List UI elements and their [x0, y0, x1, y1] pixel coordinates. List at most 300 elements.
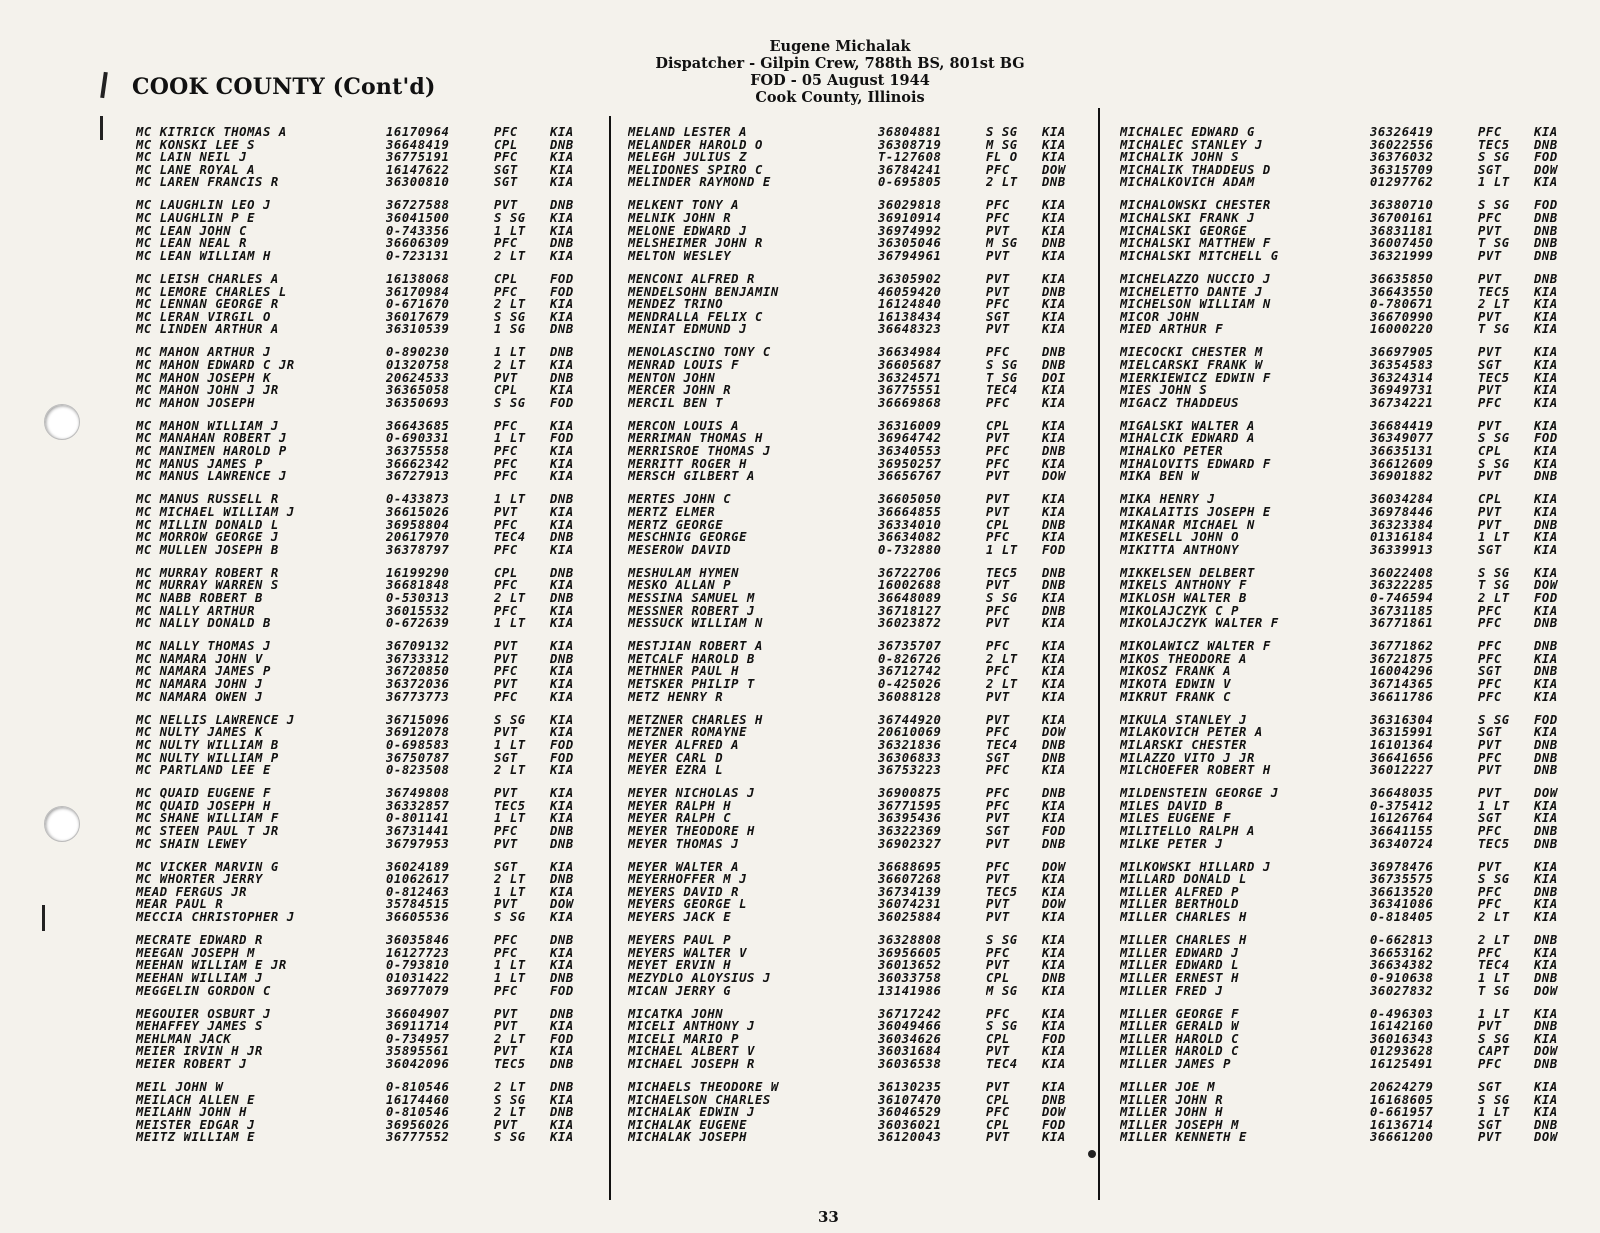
status-code: DNB: [550, 1007, 574, 1021]
service-number: 36046529: [878, 1106, 942, 1119]
service-member-name: MERTZ ELMER: [628, 505, 716, 519]
rank: T SG: [986, 371, 1018, 385]
status-code: DNB: [1534, 825, 1558, 838]
service-number: 36033758: [878, 971, 942, 985]
status-code: DOI: [1042, 371, 1066, 385]
service-member-name: MIELCARSKI FRANK W: [1120, 359, 1263, 372]
rank: PVT: [986, 690, 1010, 704]
status-code: KIA: [550, 617, 574, 630]
roster-row: [628, 445, 1092, 458]
service-member-name: MILKE PETER J: [1120, 837, 1224, 851]
roster-row: [136, 458, 600, 471]
roster-column-3: [1120, 126, 1584, 1155]
rank: PVT: [986, 224, 1010, 238]
service-number: 36661200: [1370, 1131, 1434, 1145]
service-member-name: MIED ARTHUR F: [1120, 323, 1224, 336]
service-number: 36332857: [386, 799, 450, 813]
status-code: DNB: [1534, 518, 1558, 532]
service-member-name: MC MAHON JOSEPH K: [136, 371, 271, 385]
service-member-name: MC LAREN FRANCIS R: [136, 176, 279, 189]
service-number: 36643550: [1370, 285, 1434, 299]
service-number: 16199290: [386, 566, 450, 580]
roster-row: [628, 506, 1092, 519]
service-member-name: MIGACZ THADDEUS: [1120, 396, 1240, 410]
service-number: 36300810: [386, 176, 450, 189]
rank: TEC4: [986, 738, 1018, 752]
service-number: 36305902: [878, 272, 942, 286]
roster-row: [1120, 359, 1584, 372]
roster-row: [136, 286, 600, 299]
status-code: KIA: [1042, 873, 1066, 886]
status-code: KIA: [550, 1020, 574, 1033]
roster-group: [136, 346, 600, 409]
rank: PFC: [1478, 212, 1502, 225]
roster-row: [136, 445, 600, 458]
rank: SGT: [1478, 665, 1502, 679]
roster-row: [136, 273, 600, 286]
roster-row: [136, 934, 600, 947]
page-number: 33: [818, 1208, 839, 1226]
binder-hole: [44, 404, 80, 440]
status-code: DNB: [1042, 604, 1066, 618]
service-member-name: MC LEISH CHARLES A: [136, 272, 279, 286]
roster-row: [628, 825, 1092, 838]
service-number: 0-890230: [386, 346, 450, 359]
rank: S SG: [986, 592, 1018, 605]
roster-row: [136, 886, 600, 899]
service-member-name: MEYERS GEORGE L: [628, 898, 748, 912]
roster-row: [1120, 592, 1584, 605]
status-code: KIA: [1042, 505, 1066, 519]
roster-row: [136, 544, 600, 557]
roster-row: [1120, 764, 1584, 777]
service-number: 36380710: [1370, 199, 1434, 213]
roster-row: [628, 873, 1092, 886]
service-number: 36305046: [878, 237, 942, 250]
service-member-name: MILAKOVICH PETER A: [1120, 726, 1263, 739]
roster-group: [628, 126, 1092, 189]
service-number: 36804881: [878, 126, 942, 139]
service-number: 36700161: [1370, 212, 1434, 225]
roster-row: [628, 947, 1092, 960]
service-member-name: MC STEEN PAUL T JR: [136, 825, 279, 838]
service-member-name: MEISTER EDGAR J: [136, 1118, 256, 1132]
service-member-name: MC NAMARA OWEN J: [136, 690, 263, 704]
rank: PFC: [1478, 751, 1502, 765]
roster-row: [628, 1008, 1092, 1021]
roster-row: [628, 151, 1092, 164]
rank: PFC: [494, 543, 518, 557]
roster-row: [1120, 164, 1584, 177]
status-code: FOD: [550, 285, 574, 299]
rank: 2 LT: [494, 298, 526, 311]
status-code: DNB: [550, 592, 574, 605]
column-divider: [1098, 108, 1100, 1200]
status-code: KIA: [1042, 126, 1066, 139]
service-member-name: MIHALOVITS EDWARD F: [1120, 457, 1271, 471]
roster-row: [136, 972, 600, 985]
rank: PVT: [494, 199, 518, 213]
rank: PVT: [986, 432, 1010, 446]
status-code: KIA: [550, 799, 574, 813]
roster-row: [1120, 739, 1584, 752]
service-member-name: MENIAT EDMUND J: [628, 323, 748, 336]
roster-row: [1120, 1033, 1584, 1046]
service-number: 20624279: [1370, 1081, 1434, 1094]
status-code: DOW: [1534, 984, 1558, 998]
roster-group: [136, 861, 600, 924]
service-number: 0-780671: [1370, 298, 1434, 311]
roster-row: [136, 1119, 600, 1132]
service-number: 0-695805: [878, 176, 942, 189]
service-number: 36375558: [386, 445, 450, 458]
rank: PVT: [494, 652, 518, 666]
rank: PVT: [986, 1081, 1010, 1094]
roster-row: [136, 726, 600, 739]
service-number: 36605536: [386, 911, 450, 924]
rank: PVT: [986, 617, 1010, 630]
rank: 1 LT: [1478, 531, 1510, 544]
service-number: 36784241: [878, 163, 942, 177]
roster-row: [136, 678, 600, 691]
roster-row: [1120, 432, 1584, 445]
service-member-name: MERCON LOUIS A: [628, 419, 740, 433]
roster-row: [1120, 911, 1584, 924]
rank: PFC: [494, 237, 518, 250]
rank: SGT: [1478, 543, 1502, 557]
roster-row: [136, 432, 600, 445]
rank: PVT: [1478, 470, 1502, 483]
roster-row: [1120, 506, 1584, 519]
service-member-name: MICHELETTO DANTE J: [1120, 285, 1263, 299]
status-code: FOD: [550, 751, 574, 765]
rank: S SG: [1478, 457, 1510, 471]
rank: CPL: [494, 138, 518, 152]
rank: 2 LT: [494, 592, 526, 605]
service-number: 36635850: [1370, 272, 1434, 286]
status-code: DNB: [1042, 738, 1066, 752]
status-code: DNB: [1534, 1058, 1558, 1071]
status-code: KIA: [1534, 860, 1558, 874]
status-code: KIA: [1042, 1081, 1066, 1094]
rank: 1 LT: [494, 617, 526, 630]
service-member-name: MILLER HAROLD C: [1120, 1045, 1240, 1058]
service-number: 16000220: [1370, 323, 1434, 336]
roster-row: [628, 1058, 1092, 1071]
service-number: 36025884: [878, 911, 942, 924]
roster-row: [1120, 458, 1584, 471]
roster-row: [628, 934, 1092, 947]
service-number: 36634984: [878, 346, 942, 359]
service-number: 36648089: [878, 592, 942, 605]
service-member-name: MICAN JERRY G: [628, 984, 732, 998]
status-code: FOD: [1534, 151, 1558, 164]
service-member-name: MILCHOEFER ROBERT H: [1120, 764, 1271, 777]
rank: CPL: [494, 272, 518, 286]
rank: S SG: [986, 126, 1018, 139]
roster-row: [628, 911, 1092, 924]
service-member-name: MC MORROW GEORGE J: [136, 531, 279, 544]
roster-row: [1120, 323, 1584, 336]
rank: CPL: [1478, 445, 1502, 458]
service-number: 35895561: [386, 1045, 450, 1058]
service-number: 36350693: [386, 396, 450, 410]
rank: S SG: [986, 359, 1018, 372]
service-member-name: MEYER ALFRED A: [628, 738, 740, 752]
service-member-name: MILDENSTEIN GEORGE J: [1120, 787, 1279, 800]
status-code: DNB: [1534, 1118, 1558, 1132]
service-number: 16138434: [878, 310, 942, 324]
status-code: DNB: [550, 493, 574, 506]
status-code: KIA: [1042, 764, 1066, 777]
roster-row: [136, 372, 600, 385]
service-number: 35784515: [386, 898, 450, 912]
rank: S SG: [494, 396, 526, 410]
service-member-name: MC NELLIS LAWRENCE J: [136, 713, 295, 727]
rank: PFC: [494, 518, 518, 532]
status-code: KIA: [1042, 138, 1066, 152]
roster-row: [136, 1058, 600, 1071]
service-member-name: MIKOTA EDWIN V: [1120, 678, 1232, 691]
roster-row: [628, 787, 1092, 800]
roster-row: [1120, 273, 1584, 286]
roster-group: [628, 199, 1092, 262]
roster-row: [136, 126, 600, 139]
service-member-name: MC SHANE WILLIAM F: [136, 812, 279, 825]
rank: PVT: [986, 493, 1010, 506]
status-code: KIA: [550, 212, 574, 225]
service-number: 13141986: [878, 984, 942, 998]
status-code: KIA: [550, 126, 574, 139]
roster-row: [628, 726, 1092, 739]
service-number: 36727588: [386, 199, 450, 213]
roster-row: [136, 470, 600, 483]
service-number: 36641155: [1370, 825, 1434, 838]
rank: TEC5: [1478, 285, 1510, 299]
status-code: FOD: [1534, 713, 1558, 727]
service-member-name: MENDEZ TRINO: [628, 298, 724, 311]
roster-row: [628, 126, 1092, 139]
service-member-name: MEYER WALTER A: [628, 860, 740, 874]
service-member-name: MESEROW DAVID: [628, 543, 732, 557]
roster-row: [628, 861, 1092, 874]
rank: PFC: [494, 946, 518, 960]
service-member-name: MICHALIK THADDEUS D: [1120, 163, 1271, 177]
service-member-name: MICELI ANTHONY J: [628, 1020, 755, 1033]
status-code: DNB: [550, 1058, 574, 1071]
service-number: 20624533: [386, 371, 450, 385]
status-code: KIA: [1042, 151, 1066, 164]
roster-row: [1120, 493, 1584, 506]
status-code: DNB: [1042, 579, 1066, 592]
status-code: KIA: [1042, 617, 1066, 630]
rank: PFC: [494, 934, 518, 947]
roster-group: [1120, 861, 1584, 924]
status-code: KIA: [1042, 1131, 1066, 1145]
service-number: 36648035: [1370, 787, 1434, 800]
roster-row: [1120, 617, 1584, 630]
status-code: FOD: [1042, 1032, 1066, 1046]
roster-row: [1120, 787, 1584, 800]
service-member-name: MICOR JOHN: [1120, 310, 1200, 324]
roster-row: [136, 752, 600, 765]
service-member-name: MEYERS DAVID R: [628, 885, 740, 899]
status-code: FOD: [550, 272, 574, 286]
status-code: KIA: [1534, 1032, 1558, 1046]
roster-row: [1120, 653, 1584, 666]
service-member-name: MEILACH ALLEN E: [136, 1093, 256, 1107]
rank: PFC: [986, 445, 1010, 458]
rank: PVT: [494, 640, 518, 653]
service-member-name: MICHALSKI FRANK J: [1120, 212, 1255, 225]
service-number: 01293628: [1370, 1045, 1434, 1058]
service-number: 36315991: [1370, 726, 1434, 739]
rank: 2 LT: [1478, 911, 1510, 924]
status-code: KIA: [550, 911, 574, 924]
rank: PVT: [986, 873, 1010, 886]
rank: S SG: [986, 934, 1018, 947]
rank: PVT: [494, 505, 518, 519]
rank: 2 LT: [1478, 592, 1510, 605]
service-member-name: MERRITT ROGER H: [628, 457, 748, 471]
service-number: 36777552: [386, 1131, 450, 1145]
rank: PVT: [494, 678, 518, 691]
service-number: 36016343: [1370, 1032, 1434, 1046]
service-member-name: MEYERS PAUL P: [628, 934, 732, 947]
service-number: 36714365: [1370, 678, 1434, 691]
roster-group: [628, 1081, 1092, 1144]
header-fod: FOD - 05 August 1944: [750, 72, 930, 89]
roster-row: [136, 985, 600, 998]
service-number: 36697905: [1370, 346, 1434, 359]
status-code: KIA: [550, 505, 574, 519]
rank: PFC: [986, 212, 1010, 225]
service-number: 36750787: [386, 751, 450, 765]
service-number: 36322285: [1370, 579, 1434, 592]
roster-row: [136, 1020, 600, 1033]
header-name: Eugene Michalak: [769, 38, 911, 55]
service-member-name: MILLER ERNEST H: [1120, 971, 1240, 985]
rank: SGT: [986, 751, 1010, 765]
status-code: DNB: [1042, 837, 1066, 851]
rank: SGT: [986, 825, 1010, 838]
rank: 2 LT: [494, 764, 526, 777]
roster-row: [136, 800, 600, 813]
rank: PFC: [494, 665, 518, 679]
service-number: 36606309: [386, 237, 450, 250]
service-member-name: MEAD FERGUS JR: [136, 885, 248, 899]
service-number: 36607268: [878, 873, 942, 886]
service-number: 36324314: [1370, 371, 1434, 385]
roster-row: [628, 898, 1092, 911]
rank: S SG: [1478, 1032, 1510, 1046]
roster-row: [1120, 1094, 1584, 1107]
status-code: KIA: [1534, 346, 1558, 359]
service-member-name: METSKER PHILIP T: [628, 678, 755, 691]
roster-row: [1120, 714, 1584, 727]
service-member-name: MEAR PAUL R: [136, 898, 224, 912]
roster-row: [1120, 544, 1584, 557]
service-number: 36372036: [386, 678, 450, 691]
status-code: DNB: [1534, 837, 1558, 851]
status-code: DNB: [1042, 346, 1066, 359]
status-code: KIA: [1042, 640, 1066, 653]
roster-row: [1120, 445, 1584, 458]
status-code: KIA: [550, 419, 574, 433]
service-number: 36041500: [386, 212, 450, 225]
status-code: KIA: [1042, 1058, 1066, 1071]
status-code: KIA: [550, 359, 574, 372]
service-number: 36731185: [1370, 604, 1434, 618]
roster-row: [136, 531, 600, 544]
service-number: 36022408: [1370, 566, 1434, 580]
service-member-name: METZ HENRY R: [628, 690, 724, 704]
service-member-name: METCALF HAROLD B: [628, 652, 755, 666]
roster-group: [1120, 273, 1584, 336]
rank: PFC: [1478, 396, 1502, 410]
service-number: 36974992: [878, 224, 942, 238]
rank: PVT: [1478, 346, 1502, 359]
roster-row: [1120, 726, 1584, 739]
service-member-name: MC LENNAN GEORGE R: [136, 298, 279, 311]
status-code: KIA: [1534, 604, 1558, 618]
service-member-name: MENCONI ALFRED R: [628, 272, 755, 286]
service-number: 36648323: [878, 323, 942, 336]
rank: PFC: [986, 665, 1010, 679]
roster-row: [628, 273, 1092, 286]
status-code: KIA: [1534, 911, 1558, 924]
service-member-name: MICHALAK EUGENE: [628, 1118, 748, 1132]
status-code: DNB: [550, 199, 574, 213]
service-member-name: MC LEAN WILLIAM H: [136, 249, 271, 263]
service-number: 36664855: [878, 505, 942, 519]
service-member-name: MIKOS THEODORE A: [1120, 652, 1247, 666]
service-member-name: MELNIK JOHN R: [628, 212, 732, 225]
roster-row: [628, 493, 1092, 506]
status-code: KIA: [1534, 1106, 1558, 1119]
roster-group: [1120, 934, 1584, 997]
rank: S SG: [1478, 1093, 1510, 1107]
service-number: 16126764: [1370, 812, 1434, 825]
service-number: 16136714: [1370, 1118, 1434, 1132]
service-number: 0-823508: [386, 764, 450, 777]
roster-row: [1120, 199, 1584, 212]
status-code: FOD: [1042, 543, 1066, 557]
service-member-name: MERTZ GEORGE: [628, 518, 724, 532]
rank: T SG: [1478, 323, 1510, 336]
rank: 1 LT: [494, 346, 526, 359]
rank: PFC: [1478, 126, 1502, 139]
service-member-name: MERRISROE THOMAS J: [628, 445, 771, 458]
rank: PVT: [494, 898, 518, 912]
service-number: 36950257: [878, 457, 942, 471]
status-code: DNB: [550, 531, 574, 544]
service-member-name: MC MAHON EDWARD C JR: [136, 359, 295, 372]
service-member-name: MIECOCKI CHESTER M: [1120, 346, 1263, 359]
roster-row: [628, 470, 1092, 483]
rank: PVT: [1478, 419, 1502, 433]
rank: PFC: [1478, 640, 1502, 653]
service-member-name: MIKESELL JOHN O: [1120, 531, 1240, 544]
service-member-name: MC NAMARA JOHN J: [136, 678, 263, 691]
service-member-name: MIES JOHN S: [1120, 384, 1208, 397]
roster-row: [1120, 752, 1584, 765]
service-number: 36340553: [878, 445, 942, 458]
rank: PFC: [494, 285, 518, 299]
rank: TEC5: [494, 1058, 526, 1071]
rank: PFC: [494, 579, 518, 592]
status-code: DNB: [550, 652, 574, 666]
